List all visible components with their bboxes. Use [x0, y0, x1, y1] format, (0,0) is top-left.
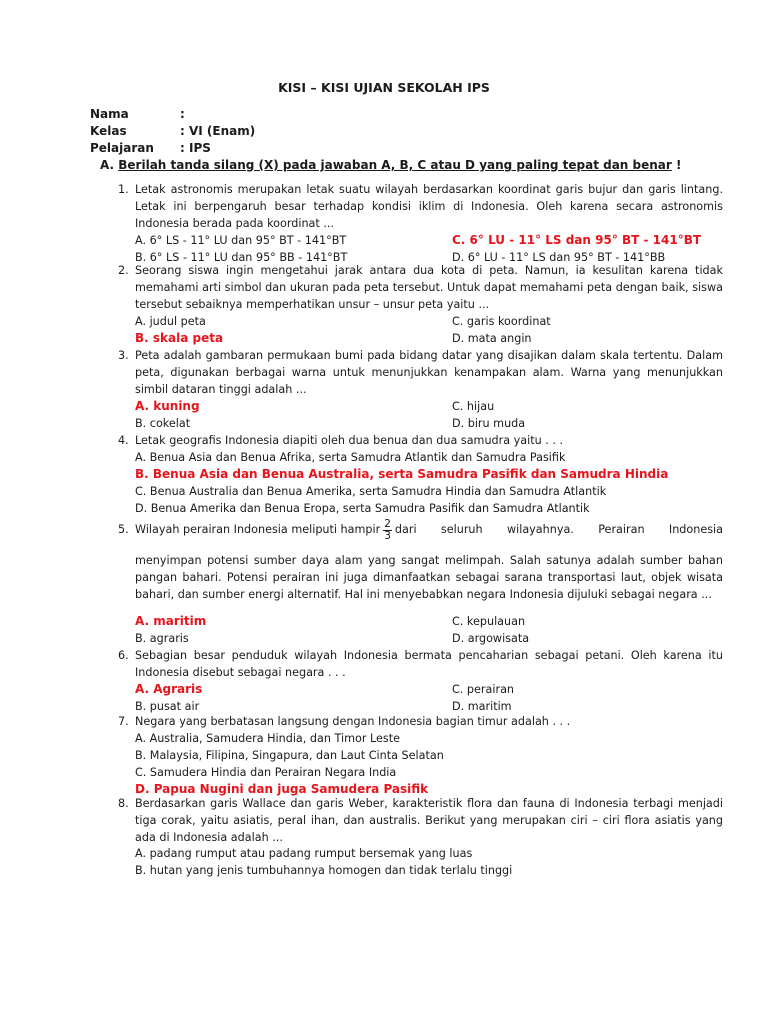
question-number: 1.: [118, 183, 129, 196]
question-text: Letak geografis Indonesia diapiti oleh dua benua dan dua samudra yaitu . . .: [135, 434, 564, 447]
option-c[interactable]: C. kepulauan: [452, 615, 526, 628]
option-d[interactable]: D. mata angin: [452, 332, 532, 345]
question-8: [118, 795, 723, 846]
option-d[interactable]: D. 6° LU - 11° LS dan 95° BT - 141°BB: [452, 251, 666, 264]
header-pelajaran: [90, 141, 211, 155]
option-c-correct[interactable]: C. 6° LU - 11° LS dan 95° BT - 141°BT: [452, 233, 702, 247]
option-c[interactable]: C. Samudera Hindia dan Perairan Negara India: [135, 766, 397, 779]
question-text: Peta adalah gambaran permukaan bumi pada bidang datar yang disajikan dalam skala tertentu. Dalam peta, digunakan berbagai warna untuk menunjukkan kenampakan alam. Warna yang menunjukkan simbil dataran tinggi adalah ...: [135, 349, 723, 397]
option-a[interactable]: A. 6° LS - 11° LU dan 95° BT - 141°BT: [135, 234, 347, 247]
header-kelas: [90, 124, 255, 138]
option-b-correct[interactable]: B. skala peta: [135, 331, 224, 345]
option-c[interactable]: C. garis koordinat: [452, 315, 551, 328]
page-title: KISI – KISI UJIAN SEKOLAH IPS: [278, 80, 490, 95]
option-d[interactable]: D. argowisata: [452, 632, 530, 645]
option-b[interactable]: B. 6° LS - 11° LU dan 95° BB - 141°BT: [135, 251, 348, 264]
options-6: [135, 681, 725, 715]
option-a[interactable]: A. Benua Asia dan Benua Afrika, serta Samudra Atlantik dan Samudra Pasifik: [135, 451, 566, 464]
question-5: [118, 515, 723, 603]
header-value: : IPS: [180, 141, 211, 155]
header-nama: [90, 107, 185, 121]
section-instruction: [100, 158, 682, 172]
options-1: [135, 232, 725, 266]
question-text: Seorang siswa ingin mengetahui jarak antara dua kota di peta. Namun, ia kesulitan karena tidak memahami arti simbol dan ukuran pada peta tersebut. Untuk dapat memahami peta dengan baik, siswa tersebut sebaiknya memperhatikan unsur – unsur peta yaitu ...: [135, 264, 723, 312]
header-label: Pelajaran: [90, 141, 154, 155]
option-d[interactable]: D. biru muda: [452, 417, 526, 430]
question-first-line: [135, 515, 723, 545]
question-number: 8.: [118, 797, 129, 810]
options-7: [135, 730, 725, 798]
option-c[interactable]: C. Benua Australia dan Benua Amerika, serta Samudra Hindia dan Samudra Atlantik: [135, 485, 607, 498]
option-c[interactable]: C. perairan: [452, 683, 515, 696]
options-5: [135, 613, 725, 647]
question-3: [118, 347, 723, 398]
question-number: 3.: [118, 349, 129, 362]
option-a-correct[interactable]: A. Agraris: [135, 682, 203, 696]
option-a[interactable]: A. judul peta: [135, 315, 206, 328]
option-a[interactable]: A. Australia, Samudera Hindia, dan Timor Leste: [135, 732, 401, 745]
question-number: 7.: [118, 715, 129, 728]
question-text-after: dari seluruh wilayahnya. Perairan Indonesia: [394, 523, 723, 537]
option-c[interactable]: C. hijau: [452, 400, 495, 413]
fraction-numerator: 2: [384, 517, 391, 530]
options-3: [135, 398, 725, 432]
question-text: menyimpan potensi sumber daya alam yang sangat melimpah. Salah satunya adalah sumber bahan pangan bahari. Potensi perairan ini juga dimanfaatkan sebagai sarana transportasi laut, objek wisata bahari, dan sumber energi alternatif. Hal ini menyebabkan negara Indonesia dijuluki sebagai negara ...: [135, 554, 723, 602]
question-1: [118, 181, 723, 232]
option-a-correct[interactable]: A. kuning: [135, 399, 200, 413]
option-b[interactable]: B. pusat air: [135, 700, 200, 713]
question-4: [118, 432, 723, 449]
header-label: Nama: [90, 107, 129, 121]
question-number: 5.: [118, 523, 129, 536]
option-b[interactable]: B. agraris: [135, 632, 189, 645]
header-value: : VI (Enam): [180, 124, 256, 138]
option-b[interactable]: B. Malaysia, Filipina, Singapura, dan Laut Cinta Selatan: [135, 749, 444, 762]
question-number: 6.: [118, 649, 129, 662]
fraction-two-thirds: [383, 519, 392, 542]
question-text: Letak astronomis merupakan letak suatu wilayah berdasarkan koordinat garis bujur dan garis lintang. Letak ini berpengaruh besar terhadap kondisi iklim di Indonesia. Oleh karena secara astronomis Indonesia berada pada koordinat ...: [135, 183, 723, 231]
header-value: :: [180, 107, 185, 121]
question-text: Sebagian besar penduduk wilayah Indonesia bermata pencaharian sebagai petani. Oleh karena itu Indonesia disebut sebagai negara . . .: [135, 649, 723, 680]
option-a[interactable]: A. padang rumput atau padang rumput bersemak yang luas: [135, 847, 473, 860]
question-text-before: Wilayah perairan Indonesia meliputi hampir: [135, 523, 381, 537]
options-2: [135, 313, 725, 347]
option-b[interactable]: B. cokelat: [135, 417, 191, 430]
question-7: [118, 713, 723, 730]
option-d[interactable]: D. maritim: [452, 700, 512, 713]
option-b-correct[interactable]: B. Benua Asia dan Benua Australia, serta Samudra Pasifik dan Samudra Hindia: [135, 467, 669, 481]
question-6: [118, 647, 723, 681]
question-text: Negara yang berbatasan langsung dengan Indonesia bagian timur adalah . . .: [135, 715, 571, 728]
option-b[interactable]: B. hutan yang jenis tumbuhannya homogen dan tidak terlalu tinggi: [135, 864, 513, 877]
instruction-suffix: !: [676, 158, 682, 172]
question-2: [118, 262, 723, 313]
option-d-correct[interactable]: D. Papua Nugini dan juga Samudera Pasifik: [135, 782, 429, 796]
header-label: Kelas: [90, 124, 127, 138]
option-d[interactable]: D. Benua Amerika dan Benua Eropa, serta Samudra Pasifik dan Samudra Atlantik: [135, 502, 590, 515]
option-a-correct[interactable]: A. maritim: [135, 614, 207, 628]
fraction-denominator: 3: [384, 529, 391, 542]
options-4: [135, 449, 725, 517]
options-8: [135, 845, 725, 879]
question-number: 2.: [118, 264, 129, 277]
question-text: Berdasarkan garis Wallace dan garis Weber, karakteristik flora dan fauna di Indonesia terbagi menjadi tiga corak, yaitu asiatis, peral ihan, dan australis. Berikut yang merupakan ciri – ciri flora asiatis yang ada di Indonesia adalah ...: [135, 797, 723, 845]
instruction-text: Berilah tanda silang (X) pada jawaban A, B, C atau D yang paling tepat dan benar: [118, 158, 672, 172]
instruction-prefix: A.: [100, 158, 115, 172]
question-number: 4.: [118, 434, 129, 447]
